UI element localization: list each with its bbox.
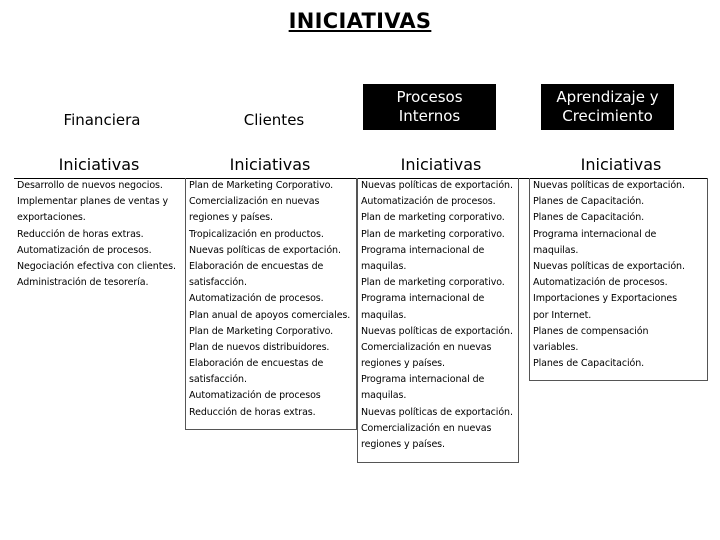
initiative-item: Nuevas políticas de exportación. [533, 260, 685, 272]
initiative-item: maquilas. [361, 309, 407, 321]
column-clientes [185, 178, 357, 430]
header-procesos-line2: Internos [398, 107, 461, 125]
initiative-item: Automatización de procesos. [533, 277, 668, 289]
initiative-item: regiones y países. [189, 212, 273, 224]
initiative-item: Planes de Capacitación. [533, 358, 645, 370]
initiative-item: variables. [533, 341, 579, 353]
initiative-item: Programa internacional de [361, 293, 485, 305]
column-financiera [14, 178, 185, 313]
initiative-item: Negociación efectiva con clientes. [17, 260, 176, 272]
subtitle-financiera: Iniciativas [58, 155, 140, 174]
initiative-item: regiones y países. [361, 439, 445, 450]
initiative-item: Programa internacional de [533, 228, 657, 240]
initiative-item: Plan de marketing corporativo. [361, 277, 505, 289]
initiative-item: Planes de compensación [533, 325, 649, 337]
initiative-item: Elaboración de encuestas de [189, 260, 324, 272]
initiative-item: satisfacción. [189, 277, 247, 289]
header-clientes: Clientes [243, 110, 305, 129]
initiative-item: Automatización de procesos [189, 390, 321, 402]
initiative-item: Automatización de procesos. [17, 244, 152, 256]
initiative-item: regiones y países. [361, 358, 445, 370]
initiative-item: Nuevas políticas de exportación. [361, 325, 513, 337]
initiatives-list-procesos [358, 178, 518, 453]
initiatives-list-aprendizaje [530, 178, 707, 372]
initiative-item: maquilas. [533, 244, 579, 256]
initiative-item: Nuevas políticas de exportación. [533, 180, 685, 191]
initiative-item: Plan anual de apoyos comerciales. [189, 309, 351, 321]
initiatives-list-financiera [14, 178, 185, 291]
subtitle-procesos: Iniciativas [400, 155, 482, 174]
subtitle-aprendizaje: Iniciativas [580, 155, 662, 174]
initiative-item: Elaboración de encuestas de [189, 358, 324, 370]
initiative-item: Tropicalización en productos. [189, 228, 324, 240]
header-aprendizaje-crecimiento [541, 84, 674, 130]
initiative-item: Automatización de procesos. [361, 196, 496, 208]
initiative-item: maquilas. [361, 390, 407, 402]
header-aprendizaje-line2: Crecimiento [562, 107, 653, 125]
initiative-item: Nuevas políticas de exportación. [361, 180, 513, 191]
initiative-item: Comercialización en nuevas [361, 422, 492, 434]
initiative-item: exportaciones. [17, 212, 86, 224]
initiative-item: Administración de tesorería. [17, 277, 149, 289]
initiative-item: Plan de marketing corporativo. [361, 212, 505, 224]
initiative-item: Programa internacional de [361, 374, 485, 386]
initiative-item: Plan de Marketing Corporativo. [189, 180, 334, 191]
page-title: INICIATIVAS [288, 9, 432, 33]
initiative-item: Nuevas políticas de exportación. [189, 244, 341, 256]
initiative-item: maquilas. [361, 260, 407, 272]
initiative-item: Comercialización en nuevas [361, 341, 492, 353]
initiative-item: Nuevas políticas de exportación. [361, 406, 513, 418]
initiative-item: Planes de Capacitación. [533, 212, 645, 224]
initiative-item: Importaciones y Exportaciones [533, 293, 678, 305]
initiative-item: Reducción de horas extras. [17, 228, 144, 240]
initiative-item: Plan de marketing corporativo. [361, 228, 505, 240]
initiative-item: Desarrollo de nuevos negocios. [17, 180, 163, 191]
header-procesos-line1: Procesos [396, 88, 463, 106]
header-aprendizaje-line1: Aprendizaje y [556, 88, 659, 106]
initiative-item: Plan de nuevos distribuidores. [189, 341, 330, 353]
initiatives-list-clientes [186, 178, 356, 421]
column-aprendizaje [529, 178, 708, 381]
initiative-item: Comercialización en nuevas [189, 196, 320, 208]
initiative-item: por Internet. [533, 309, 592, 321]
initiative-item: Programa internacional de [361, 244, 485, 256]
initiative-item: Reducción de horas extras. [189, 406, 316, 418]
header-procesos-internos [363, 84, 496, 130]
initiative-item: Planes de Capacitación. [533, 196, 645, 208]
initiative-item: Implementar planes de ventas y [17, 196, 169, 208]
initiative-item: satisfacción. [189, 374, 247, 386]
column-procesos [357, 178, 519, 463]
subtitle-clientes: Iniciativas [229, 155, 311, 174]
initiative-item: Plan de Marketing Corporativo. [189, 325, 334, 337]
header-financiera: Financiera [63, 110, 141, 129]
initiative-item: Automatización de procesos. [189, 293, 324, 305]
